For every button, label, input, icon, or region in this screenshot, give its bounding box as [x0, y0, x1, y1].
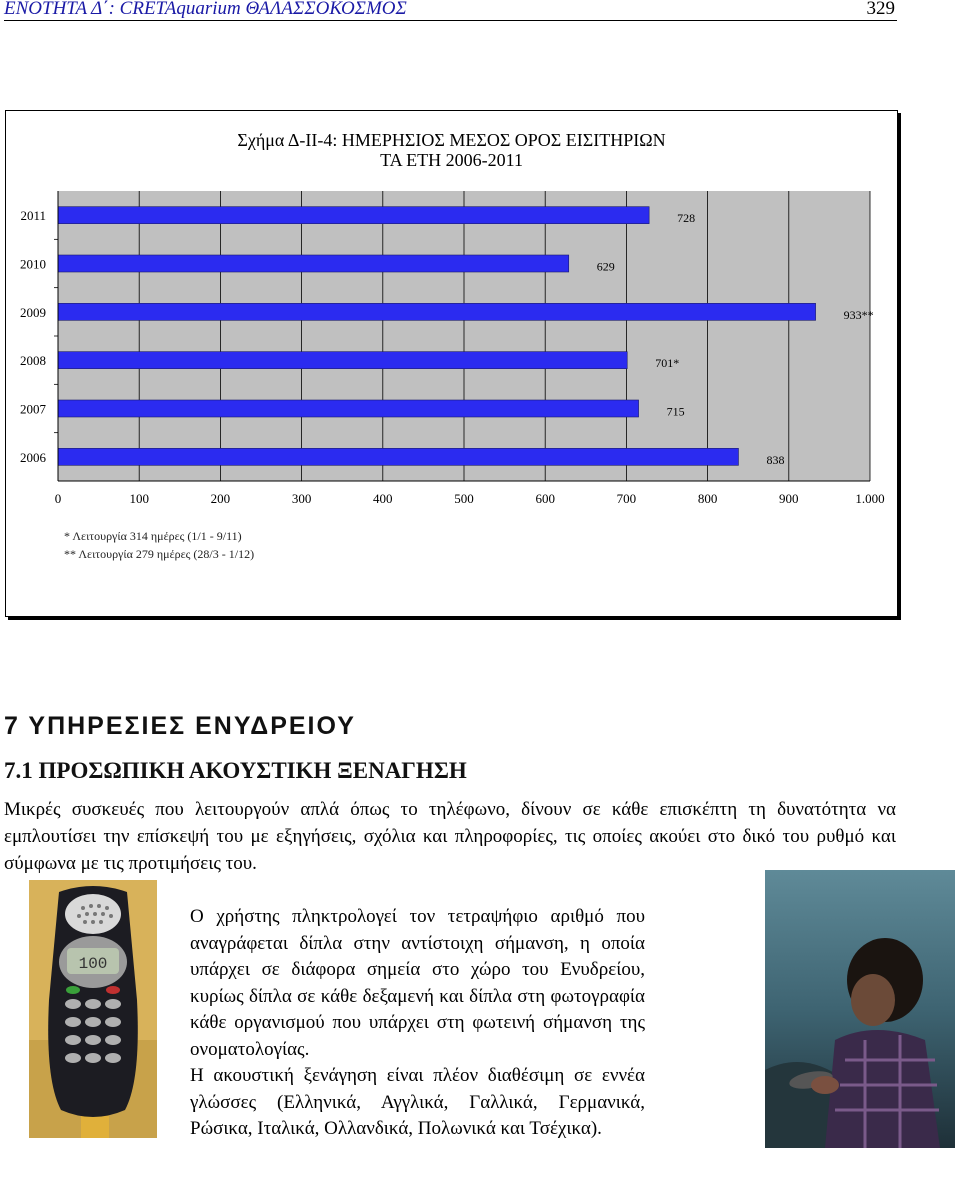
bar	[58, 207, 649, 224]
bar	[58, 255, 569, 272]
bar	[58, 352, 627, 369]
y-tick-label: 2007	[20, 401, 46, 417]
data-label: 728	[677, 211, 696, 226]
intro-paragraph: Μικρές συσκευές που λειτουργούν απλά όπως το τηλέφωνο, δίνουν σε κάθε επισκέπτη τη δυνατότητα να εμπλουτίσει την επίσκεψή του με εξηγήσεις, σχόλια και πληροφορίες, τις οποίες ακούει στο δικό του ρυθμό και σύμφωνα με τις προτιμήσεις του.	[4, 799, 896, 874]
x-tick-label: 800	[697, 491, 718, 506]
data-label: 701*	[655, 356, 680, 371]
chart-frame	[5, 110, 898, 617]
x-tick-label: 400	[373, 491, 393, 506]
chart-note-2: ** Λειτουργία 279 ημέρες (28/3 - 1/12)	[64, 547, 255, 561]
chart-note-1: * Λειτουργία 314 ημέρες (1/1 - 9/11)	[64, 529, 242, 543]
y-tick-label: 2011	[20, 208, 46, 224]
x-tick-label: 500	[454, 491, 474, 506]
x-tick-label: 200	[210, 491, 231, 506]
page-header	[4, 0, 897, 21]
x-tick-label: 900	[779, 491, 799, 506]
x-tick-label: 300	[291, 491, 312, 506]
data-label: 838	[766, 452, 785, 467]
chart-title-line1: Σχήμα Δ-ΙΙ-4: ΗΜΕΡΗΣΙΟΣ ΜΕΣΟΣ ΟΡΟΣ ΕΙΣΙΤΗΡΙΩΝ	[237, 130, 666, 150]
y-tick-label: 2009	[20, 304, 46, 320]
data-label: 629	[596, 259, 615, 274]
visitor-photo	[765, 870, 955, 1148]
body-paragraph-1: Ο χρήστης πληκτρολογεί τον τετραψήφιο αριθμό που αναγράφεται δίπλα στην αντίστοιχη σήμανση, η οποία υπάρχει σε διάφορα σημεία στο χώρο του Ενυδρείου, κυρίως δίπλα σε κάθε δεξαμενή και δίπλα στη φωτογραφία κάθε οργανισμού που υπάρχει στη φωτεινή σήμανση της ονοματολογίας.	[190, 906, 645, 1060]
y-tick-label: 2010	[20, 256, 46, 272]
page-number: 329	[866, 0, 895, 19]
bar	[58, 448, 738, 465]
body-paragraph-2: Η ακουστική ξενάγηση είναι πλέον διαθέσιμη σε εννέα γλώσσες (Ελληνικά, Αγγλικά, Γαλλικά, Γερμανικά, Ρώσικα, Ιταλικά, Ολλανδικά, Πολωνικά και Τσέχικα).	[190, 1065, 645, 1139]
bar	[58, 400, 639, 417]
audio-guide-device-image	[29, 880, 157, 1138]
section-heading: 7 ΥΠΗΡΕΣΙΕΣ ΕΝΥΔΡΕΙΟΥ	[4, 712, 356, 740]
x-tick-label: 100	[129, 491, 149, 506]
device-display-value: 100	[78, 955, 108, 973]
y-tick-label: 2008	[20, 353, 46, 369]
data-label: 715	[666, 404, 685, 419]
body-text	[190, 904, 645, 1143]
x-tick-label: 1.000	[855, 491, 885, 506]
bar	[58, 303, 816, 320]
section-title: ΕΝΟΤΗΤΑ Δ΄: CRETAquarium ΘΑΛΑΣΣΟΚΟΣΜΟΣ	[4, 0, 407, 19]
x-tick-label: 600	[535, 491, 555, 506]
subsection-heading: 7.1 ΠΡΟΣΩΠΙΚΗ ΑΚΟΥΣΤΙΚΗ ΞΕΝΑΓΗΣΗ	[4, 758, 467, 783]
data-label: 933**	[843, 307, 874, 322]
chart-title-line2: ΤΑ ΕΤΗ 2006-2011	[380, 150, 523, 170]
y-tick-label: 2006	[20, 449, 46, 465]
x-tick-label: 700	[616, 491, 637, 506]
x-tick-label: 0	[54, 491, 62, 506]
